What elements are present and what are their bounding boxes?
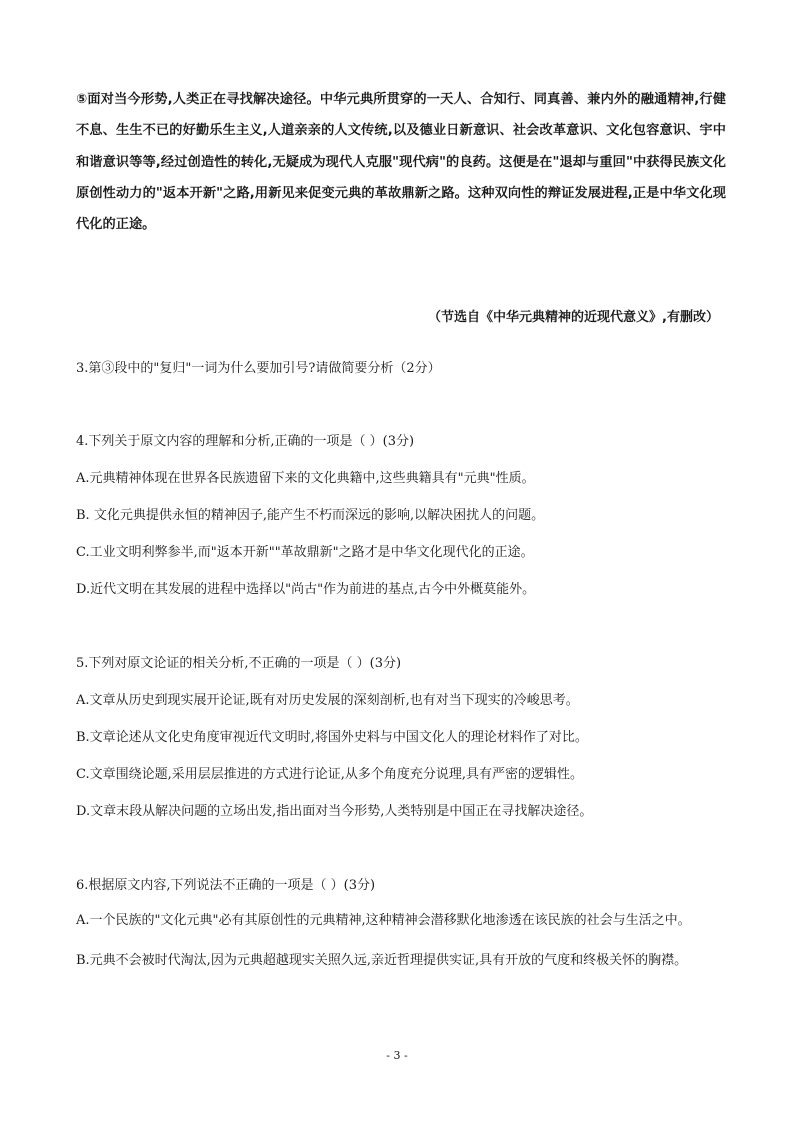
question-4: [76, 432, 726, 599]
question-6-stem: 6.根据原文内容,下列说法不正确的一项是（ ）(3分): [76, 878, 376, 893]
question-4-option-b: B. 文化元典提供永恒的精神因子,能产生不朽而深远的影响,以解决困扰人的问题。: [76, 508, 545, 523]
question-5-stem: 5.下列对原文论证的相关分析,不正确的一项是（ ）(3分): [76, 656, 402, 671]
question-4-option-c: C.工业文明利弊参半,而"返本开新""革故鼎新"之路才是中华文化现代化的正途。: [76, 545, 534, 560]
question-4-option-d: D.近代文明在其发展的进程中选择以"尚古"作为前进的基点,古今中外概莫能外。: [76, 582, 536, 597]
page-number: - 3 -: [386, 1049, 408, 1062]
question-5-option-b: B.文章论述从文化史角度审视近代文明时,将国外史料与中国文化人的理论材料作了对比。: [76, 730, 588, 745]
question-5-option-c: C.文章围绕论题,采用层层推进的方式进行论证,从多个角度充分说理,具有严密的逻辑性。: [76, 767, 584, 782]
source-citation: （节选自《中华元典精神的近现代意义》,有删改）: [428, 310, 719, 325]
question-5: [76, 654, 726, 821]
question-5-option-d: D.文章末段从解决问题的立场出发,指出面对当今形势,人类特别是中国正在寻找解决途径。: [76, 804, 593, 819]
question-4-stem: 4.下列关于原文内容的理解和分析,正确的一项是（ ）(3分): [76, 434, 415, 449]
question-6: [76, 876, 726, 975]
question-3-stem: 3.第③段中的"复归"一词为什么要加引号?请做简要分析（2分）: [76, 361, 441, 376]
question-4-option-a: A.元典精神体现在世界各民族遗留下来的文化典籍中,这些典籍具有"元典"性质。: [76, 471, 535, 486]
passage-paragraph-5: ⑤面对当今形势,人类正在寻找解决途径。中华元典所贯穿的一天人、合知行、同真善、兼内外的融通精神,行健不息、生生不已的好勤乐生主义,人道亲亲的人文传统,以及德业日新意识、社会改革意识、文化包容意识、宇中和谐意识等等,经过创造性的转化,无疑成为现代人克服"现代病"的良药。这便是在"退却与重回"中获得民族文化原创性动力的"返本开新"之路,用新见来促变元典的革故鼎新之路。这种双向性的辩证发展进程,正是中华文化现代化的正途。: [76, 92, 726, 233]
question-6-option-b: B.元典不会被时代淘汰,因为元典超越现实关照久远,亲近哲理提供实证,具有开放的气度和终极关怀的胸襟。: [76, 953, 688, 968]
question-5-option-a: A.文章从历史到现实展开论证,既有对历史发展的深刻剖析,也有对当下现实的冷峻思考。: [76, 693, 579, 708]
question-6-option-a: A.一个民族的"文化元典"必有其原创性的元典精神,这种精神会潜移默化地渗透在该民族的社会与生活之中。: [76, 913, 691, 928]
